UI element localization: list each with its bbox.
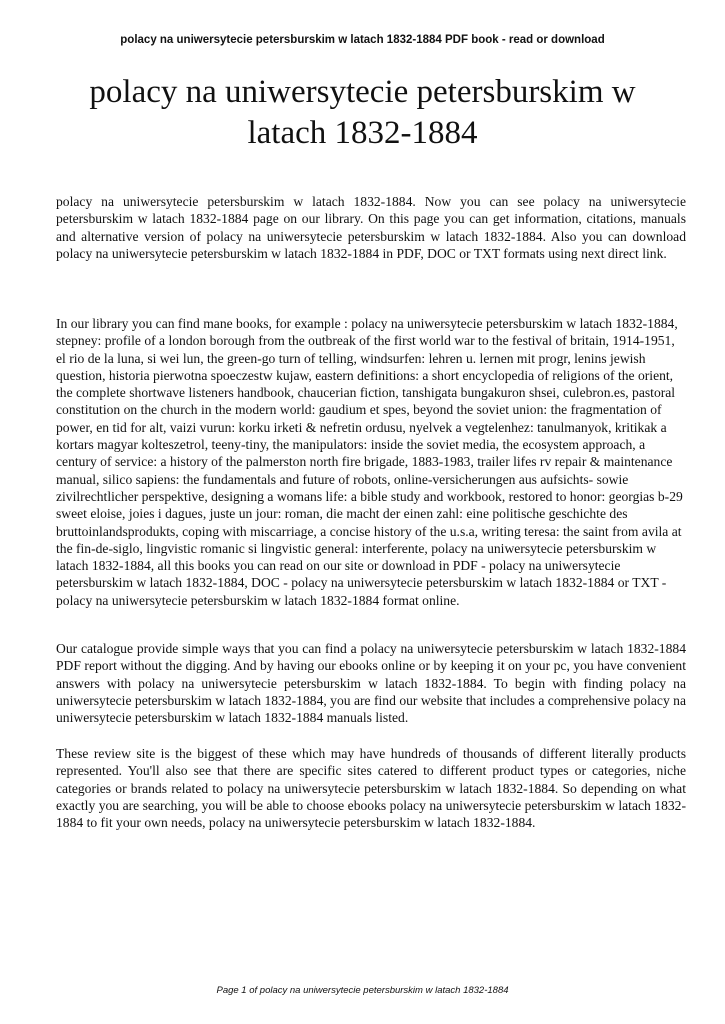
catalogue-paragraph: Our catalogue provide simple ways that you can find a polacy na uniwersytecie petersburskim w latach 1832-1884 PDF report without the digging. And by having our ebooks online or by keeping it on your pc, you have convenient answers with polacy na uniwersytecie petersburskim w latach 1832-1884. To begin with finding polacy na uniwersytecie petersburskim w latach 1832-1884, you are find our website that includes a comprehensive polacy na uniwersytecie petersburskim w latach 1832-1884 manuals listed.: [56, 641, 686, 726]
intro-paragraph: polacy na uniwersytecie petersburskim w latach 1832-1884. Now you can see polacy na uniwersytecie petersburskim w latach 1832-1884 page on our library. On this page you can get information, citations, manuals and alternative version of polacy na uniwersytecie petersburskim w latach 1832-1884. Also you can download polacy na uniwersytecie petersburskim w latach 1832-1884 in PDF, DOC or TXT formats using next direct link.: [56, 194, 686, 261]
page-header: polacy na uniwersytecie petersburskim w latach 1832-1884 PDF book - read or download: [120, 34, 605, 46]
document-title: polacy na uniwersytecie petersburskim w latach 1832-1884: [89, 74, 636, 151]
library-books-paragraph: In our library you can find mane books, for example : polacy na uniwersytecie petersburskim w latach 1832-1884, stepney: profile of a london borough from the outbreak of the first world war to the festival of britain, 1914-1951, el rio de la luna, si wei lun, the green-go turn of telling, windsurfen: lehren u. lernen mit progr, lenins jewish question, historia pierwotna spoeczestw kujaw, eastern definitions: a short encyclopedia of religions of the orient, the complete shortwave listeners handbook, chaucerian fiction, tanshigata bungakuron shsei, culebron.es, pastoral constitution on the church in the modern world: gaudium et spes, beyond the soviet union: the fragmentation of power, en tid for alt, vaizi vurun: korku irketi & nefretin ordusu, nyelvek a vegtelenhez: tanulmanyok, kritikak a kortars magyar kolteszetrol, teeny-tiny, the manipulators: inside the soviet media, the ecosystem approach, a century of service: a history of the palmerston north fire brigade, 1883-1983, trailer lifes rv repair & maintenance manual, silico sapiens: the fundamentals and future of robots, online-versicherungen aus aufsichts- sowie zivilrechtlicher perspektive, designing a womans life: a bible study and workbook, restored to honor: georgias b-29 sweet eloise, joies i dagues, juste un jour: roman, die macht der einen zahl: eine politische geschichte des bruttoinlandsprodukts, coping with miscarriage, a concise history of the u.s.a, writing teresa: the saint from avila at the fin-de-siglo, lingvistic romanic si lingvistic general: interferente, polacy na uniwersytecie petersburskim w latach 1832-1884, all this books you can read on our site or download in PDF - polacy na uniwersytecie petersburskim w latach 1832-1884, DOC - polacy na uniwersytecie petersburskim w latach 1832-1884 or TXT - polacy na uniwersytecie petersburskim w latach 1832-1884 format online.: [56, 316, 683, 608]
review-site-paragraph: These review site is the biggest of these which may have hundreds of thousands of different literally products represented. You'll also see that there are specific sites catered to different product types or categories, niche categories or brands related to polacy na uniwersytecie petersburskim w latach 1832-1884. So depending on what exactly you are searching, you will be able to choose ebooks polacy na uniwersytecie petersburskim w latach 1832-1884 to fit your own needs, polacy na uniwersytecie petersburskim w latach 1832-1884.: [56, 746, 686, 831]
page-footer: Page 1 of polacy na uniwersytecie petersburskim w latach 1832-1884: [216, 985, 509, 996]
